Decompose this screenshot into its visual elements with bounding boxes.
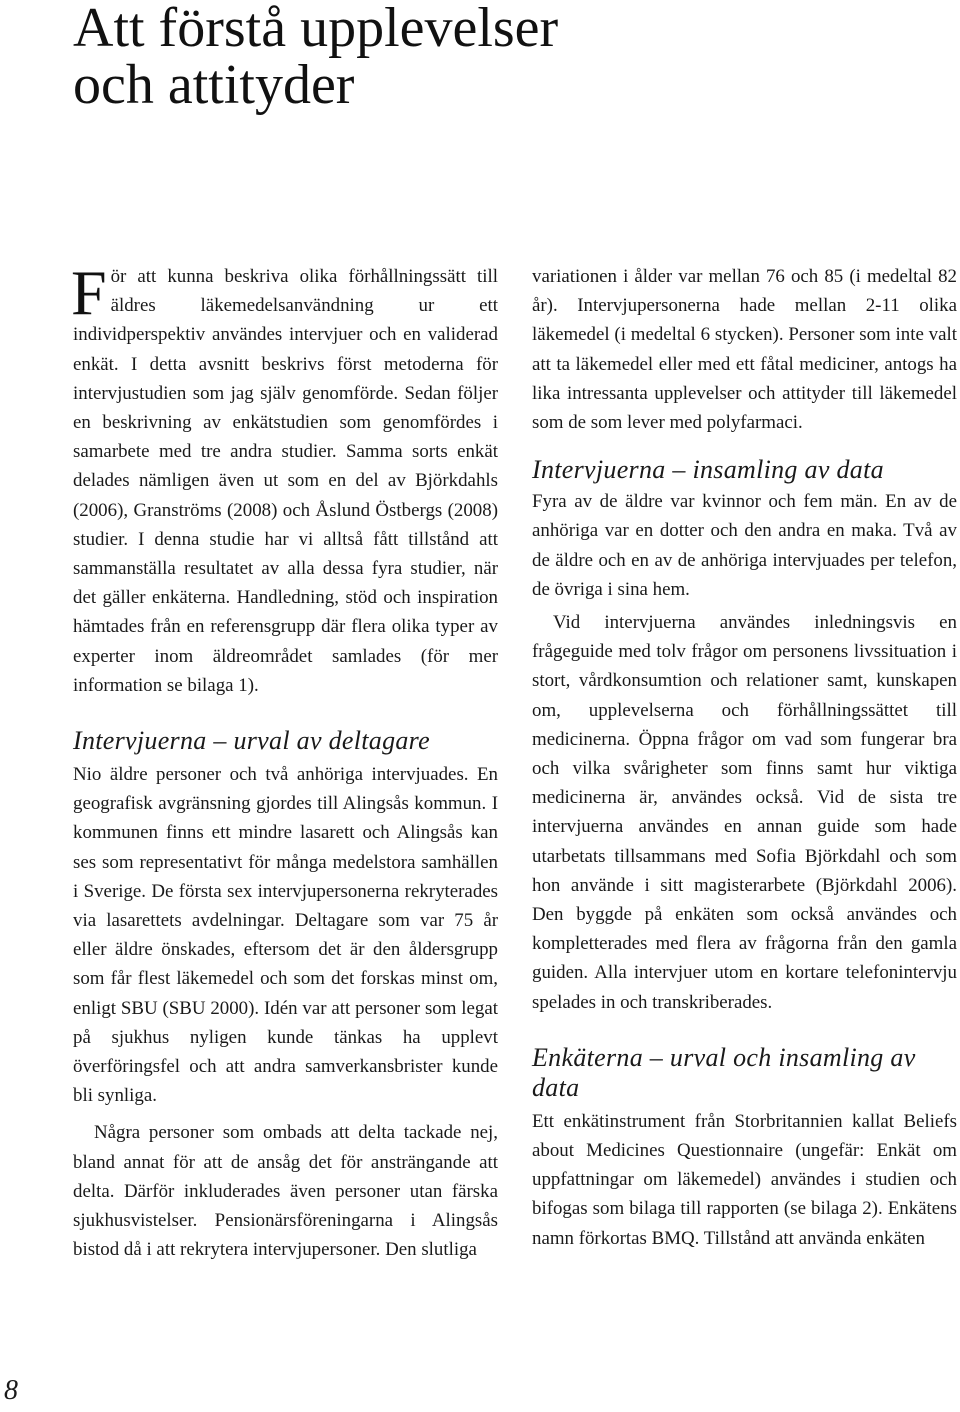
left-column: [71, 257, 498, 1265]
right-column: [532, 262, 957, 1253]
page-number: 8: [4, 1375, 18, 1406]
section-heading-insamling: Intervjuerna – insamling av data: [532, 455, 884, 485]
section-heading-urval: Intervjuerna – urval av deltagare: [73, 726, 430, 756]
intro-paragraph: [71, 257, 498, 700]
intro-text: ör att kunna beskriva olika förhållningssätt till äldres läkemedelsanvändning ur ett individperspektiv användes intervjuer och en validerad enkät. I detta avsnitt beskrivs först metoderna för intervjustudien som jag själv genomförde. Sedan följer en beskrivning av enkätstudien som genomfördes i samarbete med tre andra studier. Samma sorts enkät delades nämligen även ut som en del av Björkdahls (2006), Granströms (2008) och Åslund Östbergs (2008) studier. I denna studie har vi alltså fått tillstånd att sammanställa resultatet av alla dessa fyra studier, när det gäller enkäterna. Handledning, stöd och inspiration hämtades från en referensgrupp där flera olika typer av experter inom äldreområdet samlades (för mer information se bilaga 1).: [73, 266, 498, 696]
section-heading-enkater: Enkäterna – urval och insamling av data: [532, 1042, 916, 1102]
paragraph-rekrytering: Några personer som ombads att delta tackade nej, bland annat för att de ansåg det för ansträngande att delta. Därför inkluderades även personer utan färska sjukhusvistelser. Pensionärsföreningarna i Alingsås bistod då i att rekrytera intervjupersoner. Den slutliga: [73, 1122, 498, 1261]
paragraph-deltagare: Fyra av de äldre var kvinnor och fem män. En av de anhöriga var en dotter och den andra en maka. Två av de äldre och en av de anhöriga intervjuades per telefon, de övriga i sina hem.: [532, 491, 957, 600]
title-line-2: och attityder: [73, 54, 355, 116]
paragraph-variation: variationen i ålder var mellan 76 och 85 (i medeltal 82 år). Intervjupersonerna hade mellan 2-11 olika läkemedel (i medeltal 6 stycken). Personer som inte valt att ta läkemedel eller med ett fåtal mediciner, antogs ha lika intressanta upplevelser och attityder till läkemedel som de som lever med polyfarmaci.: [532, 266, 957, 434]
page-title: [73, 0, 933, 114]
paragraph-urval: Nio äldre personer och två anhöriga intervjuades. En geografisk avgränsning gjordes till Alingsås kommun. I kommunen finns ett mindre lasarett och Alingsås kan ses som representativt för många medelstora samhällen i Sverige. De första sex intervjupersonerna rekryterades via lasarettets avdelningar. Deltagare som var 75 år eller äldre önskades, eftersom det är den åldersgrupp som får flest läkemedel och som det forskas minst om, enligt SBU (SBU 2000). Idén var att personer som legat på sjukhus nyligen kunde tänkas ha upplevt överföringsfel och att andra samverkansbrister kunde bli synliga.: [73, 764, 498, 1107]
title-line-1: Att förstå upplevelser: [73, 0, 559, 59]
paragraph-intervjuguide: Vid intervjuerna användes inledningsvis en frågeguide med tolv frågor om personens livssituation i stort, vårdkonsumtion och relationer samt, kunskapen om, upplevelserna och förhållningssättet till medicinerna. Öppna frågor om vad som fungerar bra och vilka svårigheter som finns samt hur viktiga medicinerna är, användes också. Vid de sista tre intervjuerna användes en annan guide som hade utarbetats tillsammans med Sofia Björkdahl och som hon använde i sitt magisterarbete (Björkdahl 2006). Den byggde på enkäten som också användes och kompletterades med flera av frågorna från den gamla guiden. Alla intervjuer utom en kortare telefonintervju spelades in och transkriberades.: [532, 612, 957, 1013]
drop-cap: F: [71, 257, 107, 328]
paragraph-enkat: Ett enkätinstrument från Storbritannien kallat Beliefs about Medicines Questionnaire (ungefär: Enkät om uppfattningar om läkemedel) användes i studien och bifogas som bilaga till rapporten (se bilaga 2). Enkätens namn förkortas BMQ. Tillstånd att använda enkäten: [532, 1110, 957, 1249]
